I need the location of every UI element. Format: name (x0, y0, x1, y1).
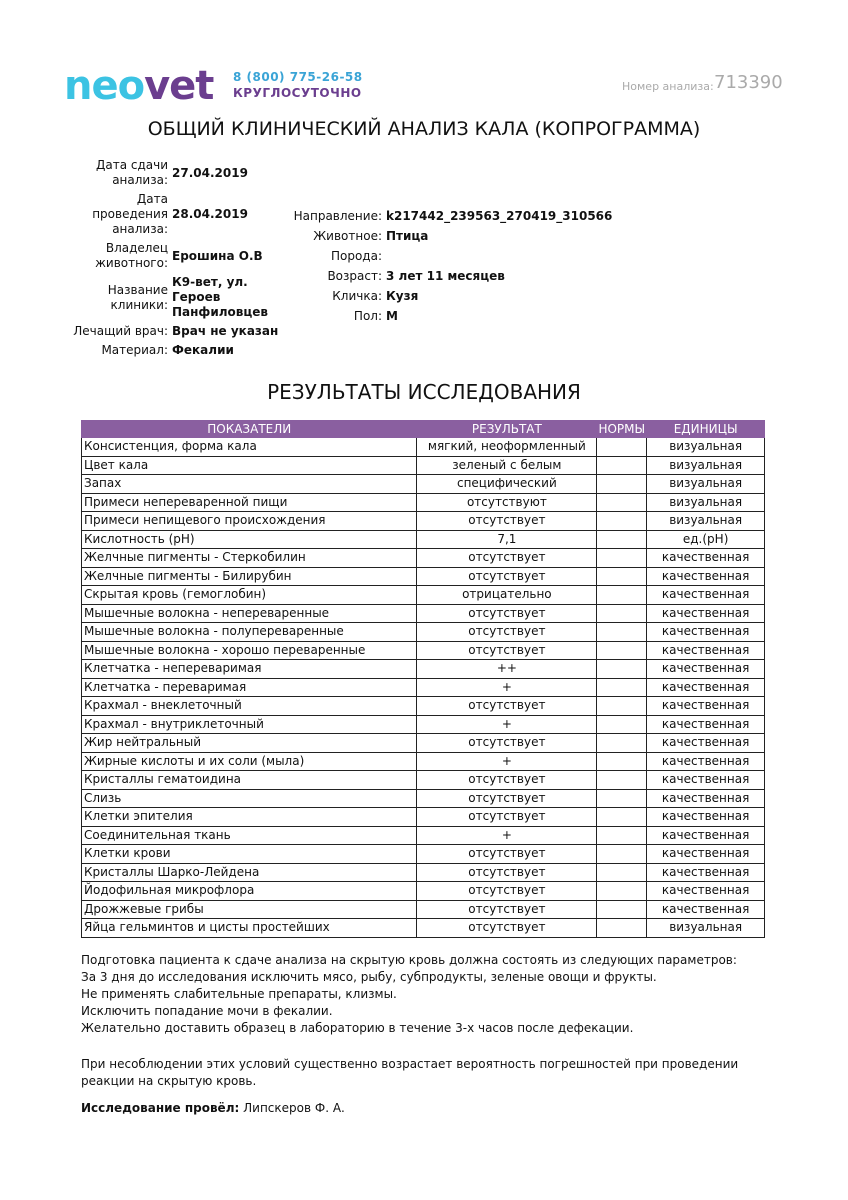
result-cell: + (417, 752, 597, 771)
table-row (82, 660, 765, 679)
unit-cell: качественная (647, 641, 765, 660)
norm-cell (597, 715, 647, 734)
unit-cell: визуальная (647, 919, 765, 938)
unit-cell: качественная (647, 826, 765, 845)
unit-cell: качественная (647, 808, 765, 827)
result-cell: отсутствует (417, 512, 597, 531)
result-cell: ++ (417, 660, 597, 679)
neovet-logo: neovet (64, 63, 214, 109)
result-cell: отсутствует (417, 919, 597, 938)
result-cell: отсутствует (417, 567, 597, 586)
norm-cell (597, 900, 647, 919)
result-cell: отрицательно (417, 586, 597, 605)
norm-cell (597, 919, 647, 938)
table-row (82, 752, 765, 771)
norm-cell (597, 771, 647, 790)
table-row (82, 900, 765, 919)
result-cell: зеленый с белым (417, 456, 597, 475)
table-row (82, 678, 765, 697)
result-cell: отсутствует (417, 863, 597, 882)
column-header: ЕДИНИЦЫ (647, 421, 765, 438)
table-row (82, 586, 765, 605)
note-line: Не применять слабительные препараты, клизмы. (81, 987, 397, 1001)
info-row (70, 275, 290, 320)
unit-cell: качественная (647, 845, 765, 864)
result-cell: отсутствует (417, 808, 597, 827)
unit-cell: качественная (647, 715, 765, 734)
info-label: Лечащий врач: (73, 324, 168, 338)
info-value: 27.04.2019 (172, 165, 248, 180)
info-row (70, 192, 290, 237)
info-row (70, 324, 290, 339)
table-row (82, 493, 765, 512)
table-row (82, 456, 765, 475)
table-row (82, 826, 765, 845)
info-value: k217442_239563_270419_310566 (386, 209, 613, 223)
norm-cell (597, 438, 647, 457)
indicator-cell: Клетки крови (82, 845, 417, 864)
analysis-number: 713390 (714, 72, 783, 93)
info-row (290, 206, 612, 226)
unit-cell: качественная (647, 678, 765, 697)
norm-cell (597, 826, 647, 845)
info-value: К9-вет, ул. Героев Панфиловцев (172, 275, 268, 319)
info-value: 28.04.2019 (172, 207, 248, 221)
info-value: Фекалии (172, 343, 234, 357)
table-row (82, 697, 765, 716)
info-row (290, 286, 612, 306)
info-label: Владелец животного: (95, 241, 168, 270)
result-cell: отсутствует (417, 549, 597, 568)
info-row (290, 246, 612, 266)
norm-cell (597, 549, 647, 568)
indicator-cell: Клетчатка - переваримая (82, 678, 417, 697)
norm-cell (597, 789, 647, 808)
info-value: Кузя (386, 289, 419, 303)
unit-cell: визуальная (647, 438, 765, 457)
norm-cell (597, 512, 647, 531)
column-header: НОРМЫ (598, 422, 646, 436)
result-cell: отсутствует (417, 771, 597, 790)
info-label: Направление: (293, 209, 382, 223)
result-cell: отсутствует (417, 900, 597, 919)
indicator-cell: Жирные кислоты и их соли (мыла) (82, 752, 417, 771)
indicator-cell: Желчные пигменты - Билирубин (82, 567, 417, 586)
norm-cell (597, 660, 647, 679)
results-table (81, 420, 765, 938)
warning-text: При несоблюдении этих условий существенно возрастает вероятность погрешностей при проведении реакции на скрытую кровь. (81, 1057, 739, 1088)
info-label: Порода: (330, 249, 382, 263)
unit-cell: качественная (647, 863, 765, 882)
column-header: РЕЗУЛЬТАТ (417, 421, 597, 438)
unit-cell: качественная (647, 697, 765, 716)
indicator-cell: Цвет кала (82, 456, 417, 475)
table-row (82, 623, 765, 642)
info-value: Птица (386, 229, 429, 243)
table-row (82, 734, 765, 753)
info-label: Название клиники: (107, 282, 168, 312)
norm-cell (597, 752, 647, 771)
note-line: Подготовка пациента к сдаче анализа на скрытую кровь должна состоять из следующих параметров: (81, 953, 737, 967)
table-row (82, 512, 765, 531)
result-cell: отсутствует (417, 789, 597, 808)
norm-cell (597, 586, 647, 605)
result-cell: + (417, 715, 597, 734)
norm-cell (597, 456, 647, 475)
performed-by (81, 1101, 345, 1115)
indicator-cell: Жир нейтральный (82, 734, 417, 753)
indicator-cell: Мышечные волокна - непереваренные (82, 604, 417, 623)
unit-cell: качественная (647, 882, 765, 901)
indicator-cell: Йодофильная микрофлора (82, 882, 417, 901)
indicator-cell: Слизь (82, 789, 417, 808)
unit-cell: качественная (647, 734, 765, 753)
info-label: Пол: (353, 309, 382, 323)
indicator-cell: Мышечные волокна - полупереваренные (82, 623, 417, 642)
result-cell: специфический (417, 475, 597, 494)
indicator-cell: Консистенция, форма кала (82, 438, 417, 457)
norm-cell (597, 808, 647, 827)
norm-cell (597, 882, 647, 901)
info-value: 3 лет 11 месяцев (386, 269, 505, 283)
table-row (82, 641, 765, 660)
indicator-cell: Кристаллы гематоидина (82, 771, 417, 790)
table-row (82, 882, 765, 901)
indicator-cell: Желчные пигменты - Стеркобилин (82, 549, 417, 568)
table-row (82, 863, 765, 882)
unit-cell: качественная (647, 771, 765, 790)
unit-cell: качественная (647, 789, 765, 808)
preparation-notes (81, 952, 781, 1037)
norm-cell (597, 530, 647, 549)
info-row (70, 343, 290, 358)
result-cell: + (417, 826, 597, 845)
table-row (82, 567, 765, 586)
info-right (290, 206, 612, 326)
performed-by-name: Липскеров Ф. А. (243, 1101, 345, 1115)
indicator-cell: Запах (82, 475, 417, 494)
table-body (82, 438, 765, 938)
result-cell: отсутствует (417, 734, 597, 753)
indicator-cell: Дрожжевые грибы (82, 900, 417, 919)
info-row (290, 226, 612, 246)
unit-cell: качественная (647, 660, 765, 679)
info-row (70, 241, 290, 271)
column-header: ПОКАЗАТЕЛИ (82, 421, 417, 438)
unit-cell: качественная (647, 623, 765, 642)
result-cell: отсутствуют (417, 493, 597, 512)
table-row (82, 771, 765, 790)
phone-number[interactable]: 8 (800) 775-26-58 (233, 70, 363, 84)
indicator-cell: Скрытая кровь (гемоглобин) (82, 586, 417, 605)
table-row (82, 438, 765, 457)
info-label: Материал: (101, 343, 168, 357)
hours-label: КРУГЛОСУТОЧНО (233, 86, 362, 100)
info-row (290, 266, 612, 286)
table-row (82, 919, 765, 938)
norm-cell (597, 567, 647, 586)
unit-cell: качественная (647, 752, 765, 771)
indicator-cell: Крахмал - внутриклеточный (82, 715, 417, 734)
norm-cell (597, 863, 647, 882)
table-row (82, 475, 765, 494)
info-label: Животное: (313, 229, 382, 243)
unit-cell: качественная (647, 900, 765, 919)
result-cell: отсутствует (417, 845, 597, 864)
unit-cell: качественная (647, 604, 765, 623)
info-row (70, 158, 290, 188)
result-cell: отсутствует (417, 882, 597, 901)
info-label: Возраст: (327, 269, 382, 283)
table-row (82, 808, 765, 827)
table-header-row (82, 421, 765, 438)
info-value: Врач не указан (172, 324, 279, 338)
unit-cell: визуальная (647, 512, 765, 531)
unit-cell: качественная (647, 567, 765, 586)
table-row (82, 845, 765, 864)
result-cell: 7,1 (417, 530, 597, 549)
table-row (82, 715, 765, 734)
norm-cell (597, 641, 647, 660)
indicator-cell: Яйца гельминтов и цисты простейших (82, 919, 417, 938)
phone-block (233, 69, 363, 101)
info-label: Кличка: (332, 289, 382, 303)
table-row (82, 789, 765, 808)
indicator-cell: Мышечные волокна - хорошо переваренные (82, 641, 417, 660)
norm-cell (597, 475, 647, 494)
unit-cell: качественная (647, 586, 765, 605)
info-value: М (386, 309, 398, 323)
norm-cell (597, 604, 647, 623)
norm-cell (597, 678, 647, 697)
result-cell: мягкий, неоформленный (417, 438, 597, 457)
info-label: Дата сдачи анализа: (95, 158, 168, 187)
unit-cell: визуальная (647, 456, 765, 475)
table-row (82, 604, 765, 623)
info-value: Ерошина О.В (172, 248, 263, 263)
performed-by-label: Исследование провёл: (81, 1101, 240, 1115)
info-label: Дата проведения анализа: (92, 192, 168, 236)
info-row (290, 306, 612, 326)
unit-cell: ед.(рН) (647, 530, 765, 549)
norm-cell (597, 697, 647, 716)
indicator-cell: Клетчатка - непереваримая (82, 660, 417, 679)
note-line: За 3 дня до исследования исключить мясо, рыбу, субпродукты, зеленые овощи и фрукты. (81, 970, 657, 984)
indicator-cell: Примеси непищевого происхождения (82, 512, 417, 531)
table-row (82, 530, 765, 549)
analysis-number-label: Номер анализа: (622, 80, 714, 93)
note-line: Исключить попадание мочи в фекалии. (81, 1004, 333, 1018)
indicator-cell: Примеси непереваренной пищи (82, 493, 417, 512)
unit-cell: качественная (647, 549, 765, 568)
indicator-cell: Кислотность (рН) (82, 530, 417, 549)
indicator-cell: Клетки эпителия (82, 808, 417, 827)
norm-cell (597, 493, 647, 512)
table-row (82, 549, 765, 568)
unit-cell: визуальная (647, 475, 765, 494)
unit-cell: визуальная (647, 493, 765, 512)
result-cell: отсутствует (417, 604, 597, 623)
result-cell: отсутствует (417, 623, 597, 642)
results-title: РЕЗУЛЬТАТЫ ИССЛЕДОВАНИЯ (267, 380, 581, 404)
indicator-cell: Кристаллы Шарко-Лейдена (82, 863, 417, 882)
norm-cell (597, 623, 647, 642)
norm-cell (597, 845, 647, 864)
info-left (70, 158, 290, 362)
norm-cell (597, 734, 647, 753)
result-cell: отсутствует (417, 641, 597, 660)
indicator-cell: Соединительная ткань (82, 826, 417, 845)
page-title: ОБЩИЙ КЛИНИЧЕСКИЙ АНАЛИЗ КАЛА (КОПРОГРАММА) (147, 118, 701, 140)
result-cell: + (417, 678, 597, 697)
result-cell: отсутствует (417, 697, 597, 716)
note-line: Желательно доставить образец в лабораторию в течение 3-х часов после дефекации. (81, 1021, 634, 1035)
indicator-cell: Крахмал - внеклеточный (82, 697, 417, 716)
